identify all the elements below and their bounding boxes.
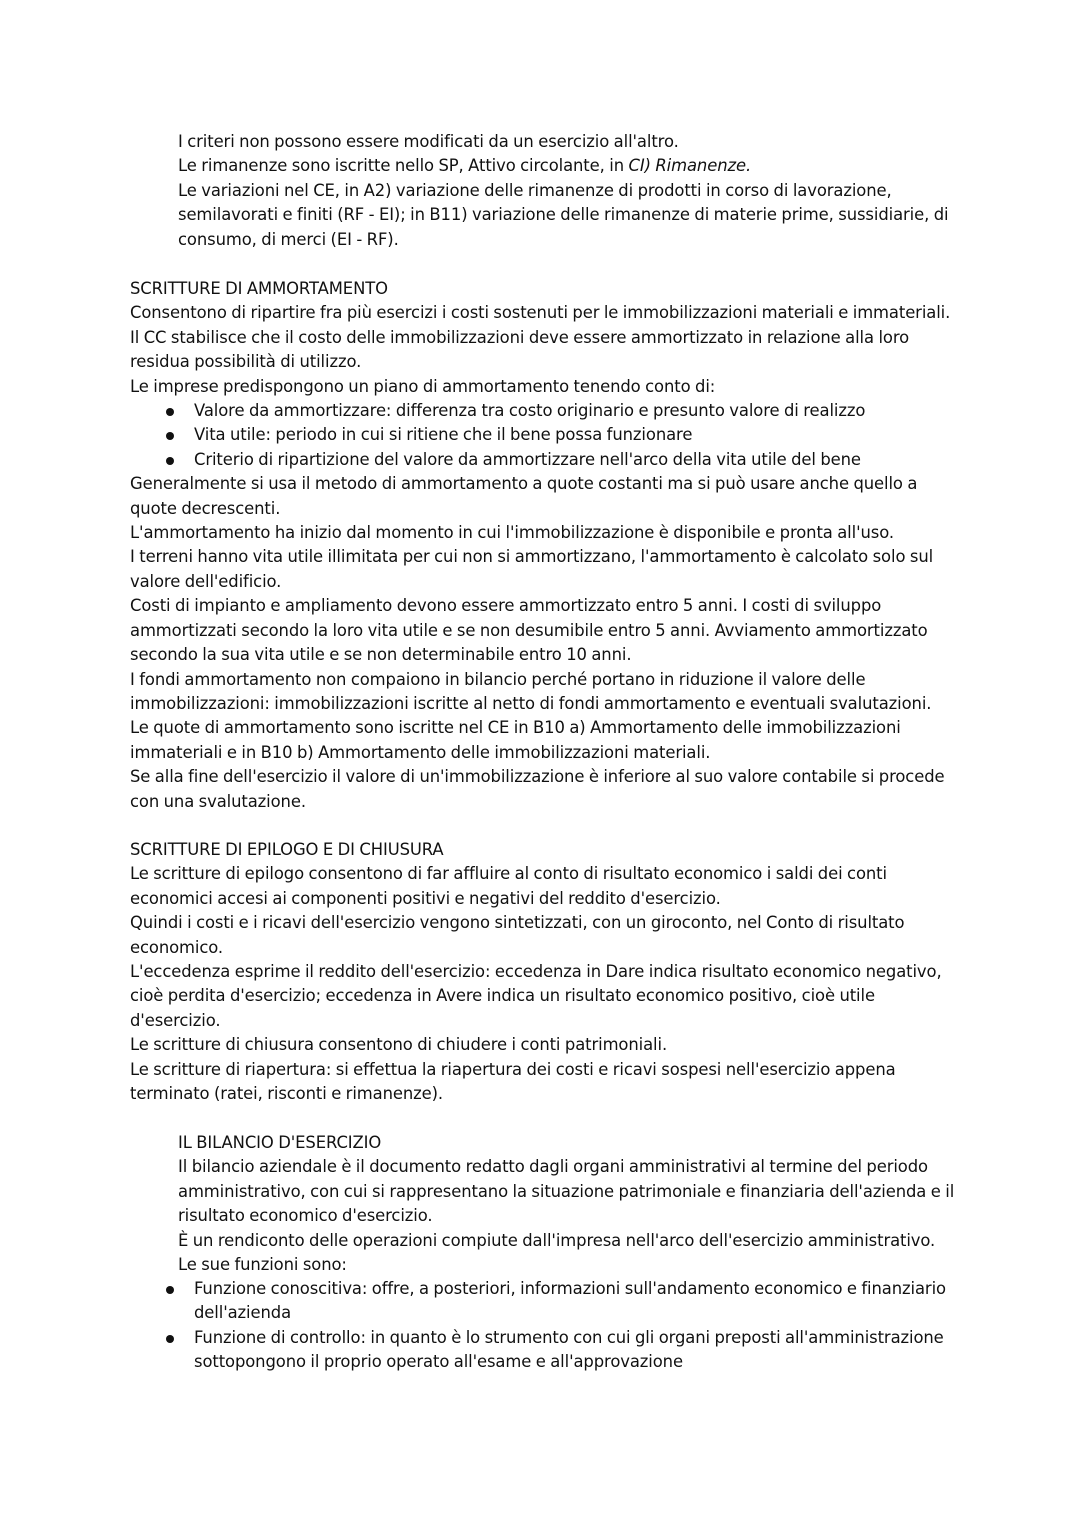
- inline-text: Le rimanenze sono iscritte nello SP, Attivo circolante, in: [178, 156, 629, 176]
- bullet-icon: [166, 1335, 174, 1343]
- bullet-list: [128, 399, 955, 472]
- paragraph: [178, 154, 958, 178]
- epilogo-section: [130, 838, 955, 1106]
- paragraph: Costi di impianto e ampliamento devono essere ammortizzato entro 5 anni. I costi di sviluppo ammortizzati secondo la loro vita utile e se non desumibile entro 5 anni. Avviamento ammortizzato secondo la sua vita utile e se non determinabile entro 10 anni.: [130, 596, 928, 665]
- paragraph: Generalmente si usa il metodo di ammortamento a quote costanti ma si può usare anche quello a quote decrescenti.: [130, 474, 918, 518]
- paragraph: Se alla fine dell'esercizio il valore di un'immobilizzazione è inferiore al suo valore contabile si procede con una svalutazione.: [130, 767, 945, 811]
- paragraph: L'ammortamento ha inizio dal momento in cui l'immobilizzazione è disponibile e pronta all'uso.: [130, 523, 894, 543]
- bullet-icon: [166, 1286, 174, 1294]
- rimanenze-section: [178, 130, 958, 252]
- paragraph: Le variazioni nel CE, in A2) variazione delle rimanenze di prodotti in corso di lavorazione, semilavorati e finiti (RF - EI); in B11) variazione delle rimanenze di materie prime, sussidiarie, di consumo, di merci (EI - RF).: [178, 180, 949, 249]
- list-item: Funzione conoscitiva: offre, a posteriori, informazioni sull'andamento economico e finanziario dell'azienda: [128, 1277, 955, 1326]
- paragraph: Consentono di ripartire fra più esercizi i costi sostenuti per le immobilizzazioni materiali e immateriali. Il CC stabilisce che il costo delle immobilizzazioni deve essere ammortizzato in relazione alla loro residua possibilità di utilizzo.: [130, 303, 951, 372]
- paragraph: È un rendiconto delle operazioni compiute dall'impresa nell'arco dell'esercizio amministrativo.: [178, 1230, 936, 1250]
- section-heading: SCRITTURE DI AMMORTAMENTO: [130, 279, 388, 298]
- bullet-icon: [166, 457, 174, 465]
- paragraph: Le sue funzioni sono:: [178, 1255, 347, 1275]
- paragraph: Le quote di ammortamento sono iscritte nel CE in B10 a) Ammortamento delle immobilizzazioni immateriali e in B10 b) Ammortamento delle immobilizzazioni materiali.: [130, 718, 901, 762]
- bullet-icon: [166, 432, 174, 440]
- paragraph: I terreni hanno vita utile illimitata per cui non si ammortizzano, l'ammortamento è calcolato solo sul valore dell'edificio.: [130, 547, 934, 591]
- paragraph: Le scritture di riapertura: si effettua la riapertura dei costi e ricavi sospesi nell'esercizio appena terminato (ratei, risconti e rimanenze).: [130, 1059, 896, 1104]
- list-item: Funzione di controllo: in quanto è lo strumento con cui gli organi preposti all'amministrazione sottopongono il proprio operato all'esame e all'approvazione: [128, 1326, 955, 1375]
- paragraph: I fondi ammortamento non compaiono in bilancio perché portano in riduzione il valore delle immobilizzazioni: immobilizzazioni iscritte al netto di fondi ammortamento e eventuali svalutazioni.: [130, 669, 932, 713]
- paragraph: Le scritture di chiusura consentono di chiudere i conti patrimoniali.: [130, 1035, 668, 1055]
- section-heading: IL BILANCIO D'ESERCIZIO: [178, 1133, 382, 1152]
- paragraph: Le imprese predispongono un piano di ammortamento tenendo conto di:: [130, 376, 716, 396]
- paragraph: Quindi i costi e i ricavi dell'esercizio vengono sintetizzati, con un giroconto, nel Conto di risultato economico.: [130, 913, 905, 957]
- section-heading: SCRITTURE DI EPILOGO E DI CHIUSURA: [130, 840, 444, 859]
- bilancio-section: [178, 1131, 958, 1277]
- paragraph: I criteri non possono essere modificati da un esercizio all'altro.: [178, 132, 679, 151]
- bullet-list: [128, 1277, 955, 1375]
- italic-text: CI) Rimanenze.: [628, 156, 752, 176]
- list-item: Criterio di ripartizione del valore da ammortizzare nell'arco della vita utile del bene: [128, 448, 955, 472]
- paragraph: Il bilancio aziendale è il documento redatto dagli organi amministrativi al termine del periodo amministrativo, con cui si rappresentano la situazione patrimoniale e finanziaria dell'azienda e il risultato economico d'esercizio.: [178, 1157, 955, 1226]
- bullet-icon: [166, 408, 174, 416]
- paragraph: Le scritture di epilogo consentono di far affluire al conto di risultato economico i saldi dei conti economici accesi ai componenti positivi e negativi del reddito d'esercizio.: [130, 864, 887, 908]
- list-item: Valore da ammortizzare: differenza tra costo originario e presunto valore di realizzo: [128, 399, 955, 423]
- bilancio-functions: [130, 1277, 955, 1375]
- paragraph: L'eccedenza esprime il reddito dell'esercizio: eccedenza in Dare indica risultato economico negativo, cioè perdita d'esercizio; eccedenza in Avere indica un risultato economico positivo, cioè utile d'esercizio.: [130, 962, 942, 1030]
- list-item: Vita utile: periodo in cui si ritiene che il bene possa funzionare: [128, 423, 955, 447]
- ammortamento-section: [130, 277, 955, 814]
